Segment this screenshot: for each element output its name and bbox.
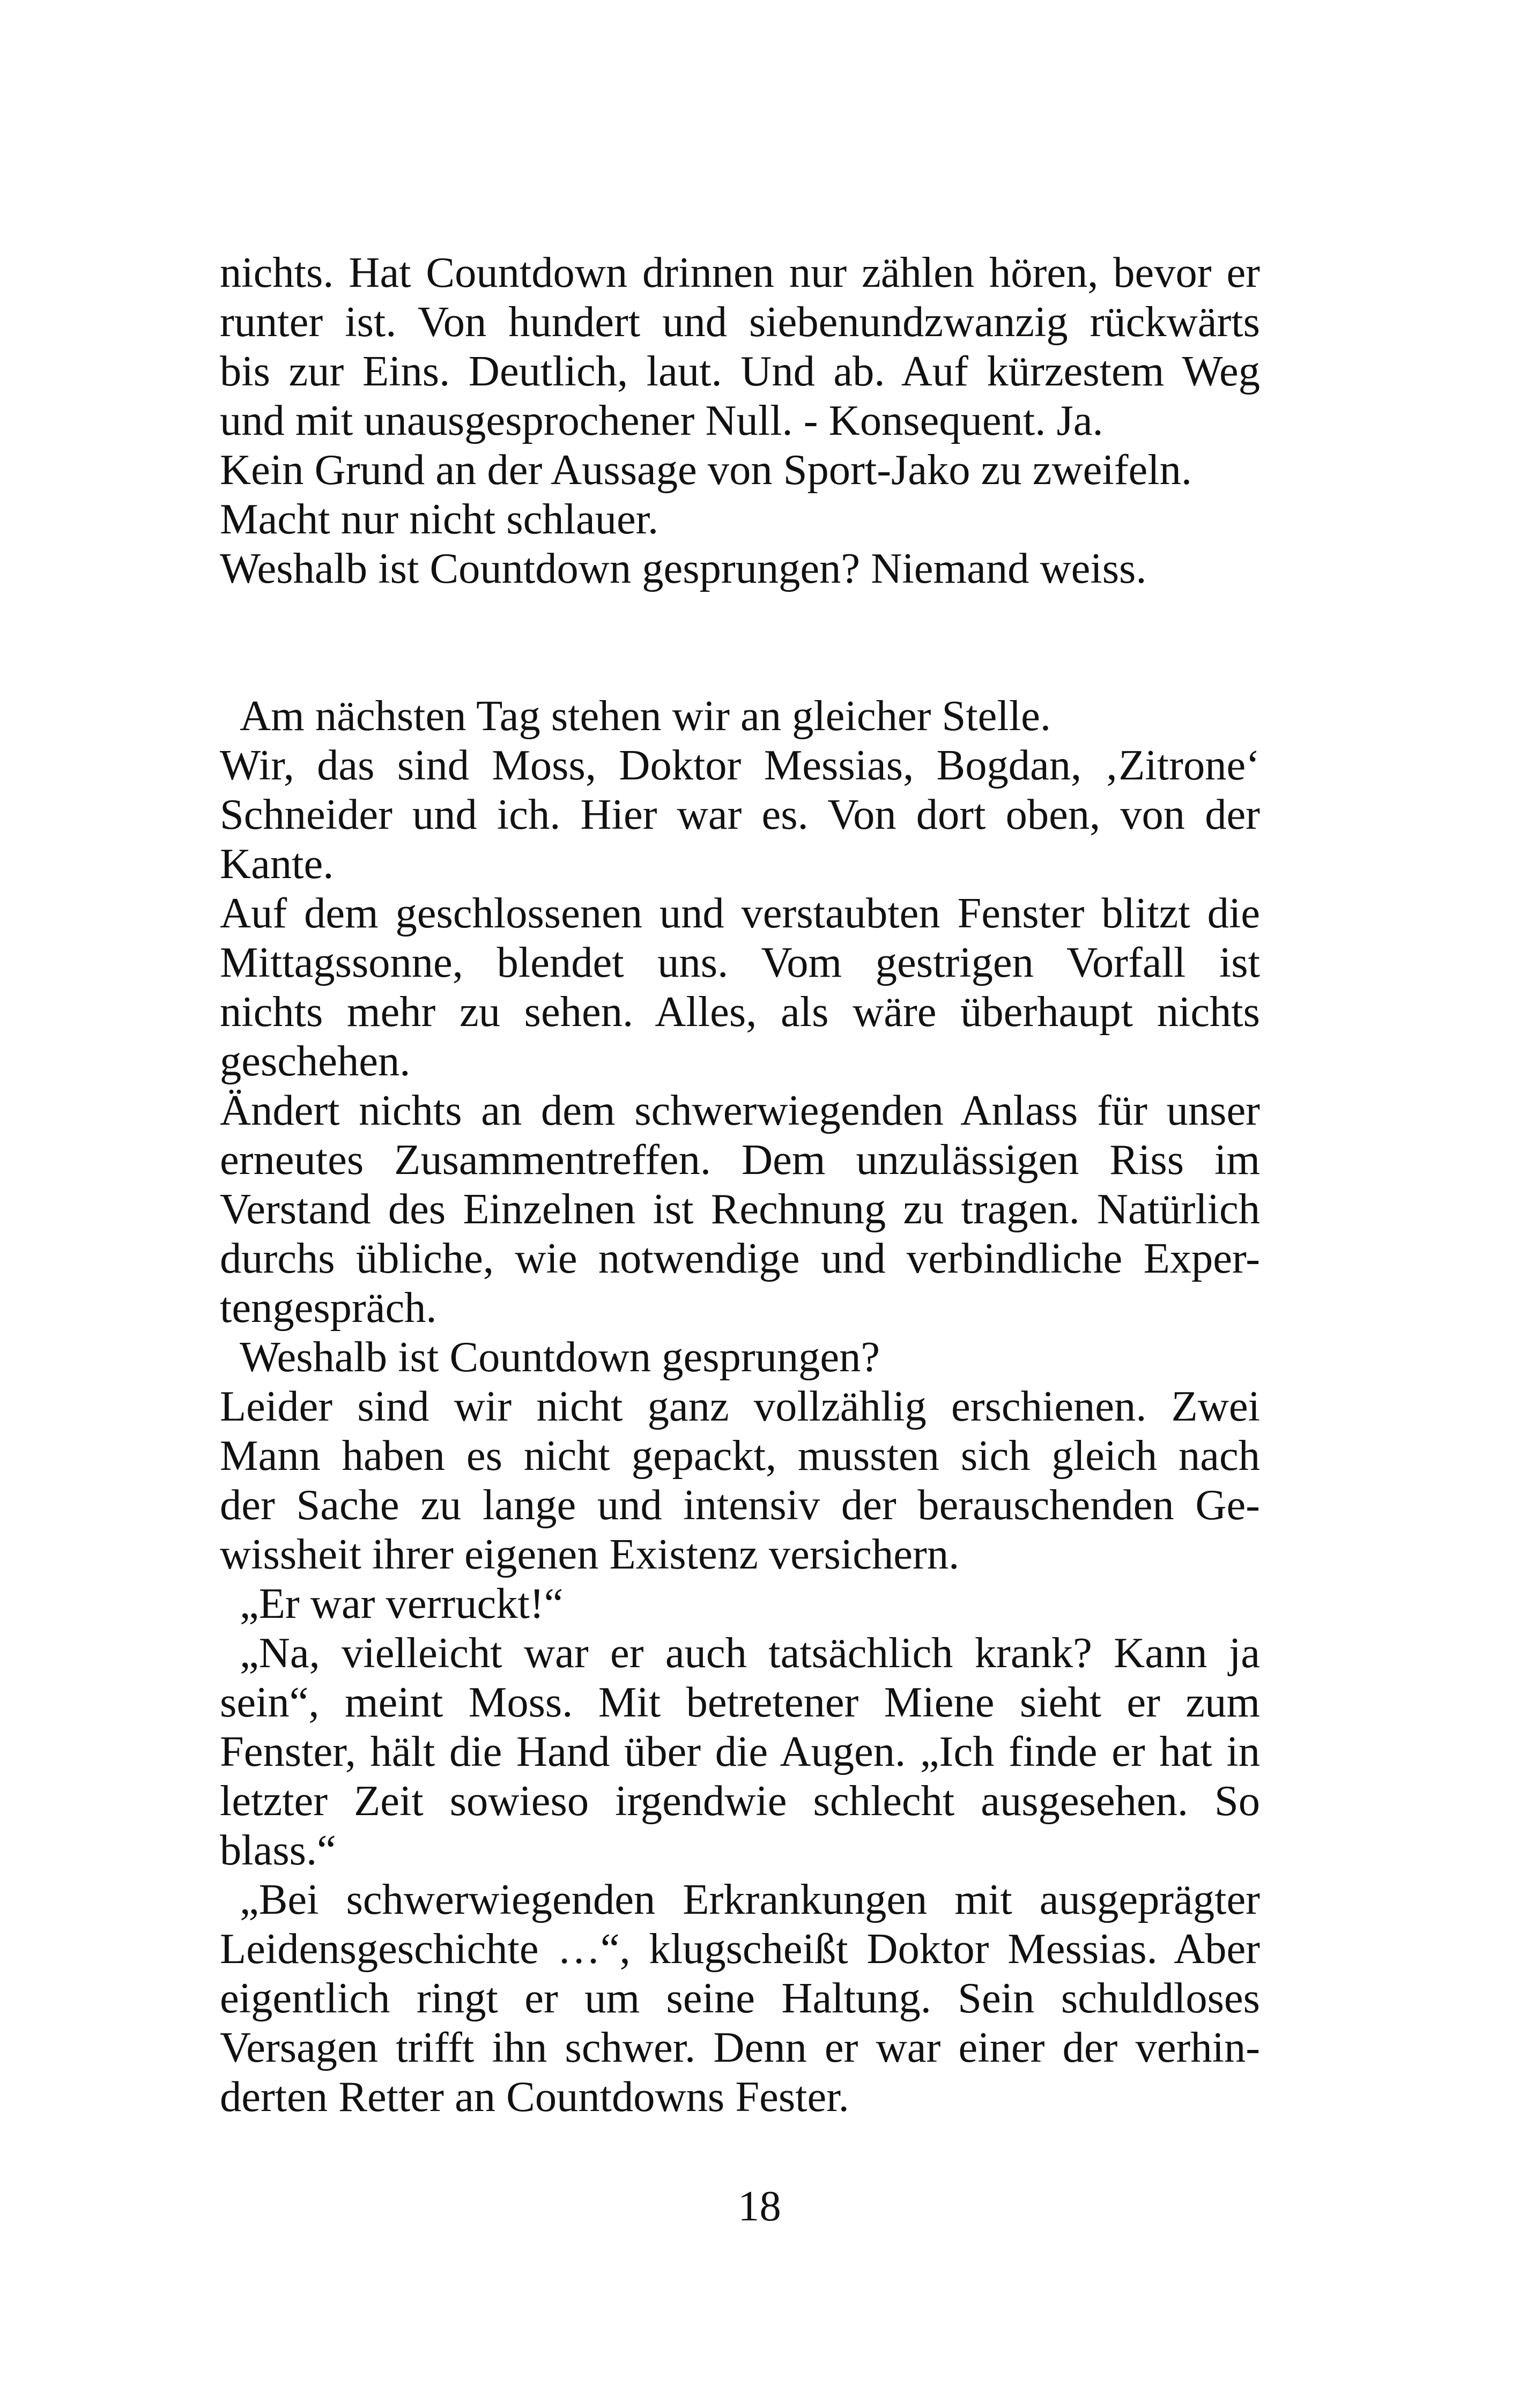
paragraph-2 (220, 692, 1260, 2122)
text-line: Weshalb ist Countdown gesprungen? Niemand weiss. (220, 545, 1147, 592)
text-line: runter ist. Von hundert und siebenundzwanzig rückwärts (220, 298, 1260, 346)
text-line: Wir, das sind Moss, Doktor Messias, Bogdan, ‚Zitrone‘ (220, 741, 1260, 789)
text-line: und mit unausgesprochener Null. - Konsequent. Ja. (220, 397, 1103, 444)
text-line: Verstand des Einzelnen ist Rechnung zu tragen. Natürlich (220, 1185, 1260, 1233)
text-line: Leider sind wir nicht ganz vollzählig erschienen. Zwei (220, 1383, 1260, 1430)
text-line: bis zur Eins. Deutlich, laut. Und ab. Auf kürzestem Weg (220, 347, 1260, 395)
text-line: erneutes Zusammentreffen. Dem unzulässigen Riss im (220, 1136, 1260, 1184)
text-line: Weshalb ist Countdown gesprungen? (240, 1333, 880, 1381)
text-line: Am nächsten Tag stehen wir an gleicher Stelle. (240, 692, 1051, 740)
text-line: Versagen trifft ihn schwer. Denn er war einer der verhin- (220, 2024, 1260, 2071)
text-line: nichts mehr zu sehen. Alles, als wäre überhaupt nichts (220, 988, 1260, 1036)
text-line: Mittagssonne, blendet uns. Vom gestrigen Vorfall ist (220, 939, 1260, 986)
paragraph-gap (220, 593, 1260, 692)
text-line: „Bei schwerwiegenden Erkrankungen mit ausgeprägter (240, 1876, 1260, 1923)
text-line: tengespräch. (220, 1284, 437, 1332)
paragraph-1 (220, 248, 1260, 593)
text-line: „Er war verruckt!“ (240, 1580, 564, 1627)
text-line: derten Retter an Countdowns Fester. (220, 2073, 849, 2121)
text-line: sein“, meint Moss. Mit betretener Miene sieht er zum (220, 1678, 1260, 1726)
text-line: Kein Grund an der Aussage von Sport-Jako zu zweifeln. (220, 446, 1192, 494)
page-number: 18 (738, 2182, 781, 2230)
text-line: Schneider und ich. Hier war es. Von dort oben, von der (220, 791, 1260, 838)
text-line: eigentlich ringt er um seine Haltung. Sein schuldloses (220, 1974, 1260, 2022)
text-line: „Na, vielleicht war er auch tatsächlich krank? Kann ja (240, 1629, 1260, 1677)
text-line: Fenster, hält die Hand über die Augen. „Ich finde er hat in (220, 1728, 1260, 1775)
book-page-text (220, 248, 1260, 2122)
text-line: Leidensgeschichte …“, klugscheißt Doktor Messias. Aber (220, 1925, 1260, 1973)
text-line: Mann haben es nicht gepackt, mussten sich gleich nach (220, 1432, 1260, 1480)
text-line: blass.“ (220, 1826, 336, 1874)
text-line: wissheit ihrer eigenen Existenz versichern. (220, 1530, 960, 1578)
text-line: Auf dem geschlossenen und verstaubten Fenster blitzt die (220, 889, 1260, 937)
text-line: der Sache zu lange und intensiv der berauschenden Ge- (220, 1481, 1260, 1529)
text-line: nichts. Hat Countdown drinnen nur zählen hören, bevor er (220, 249, 1260, 296)
text-line: letzter Zeit sowieso irgendwie schlecht ausgesehen. So (220, 1777, 1260, 1825)
text-line: durchs übliche, wie notwendige und verbindliche Exper- (220, 1235, 1260, 1282)
text-line: Ändert nichts an dem schwerwiegenden Anlass für unser (220, 1087, 1260, 1134)
text-line: Kante. (220, 840, 334, 888)
text-line: geschehen. (220, 1037, 411, 1085)
text-line: Macht nur nicht schlauer. (220, 495, 659, 543)
